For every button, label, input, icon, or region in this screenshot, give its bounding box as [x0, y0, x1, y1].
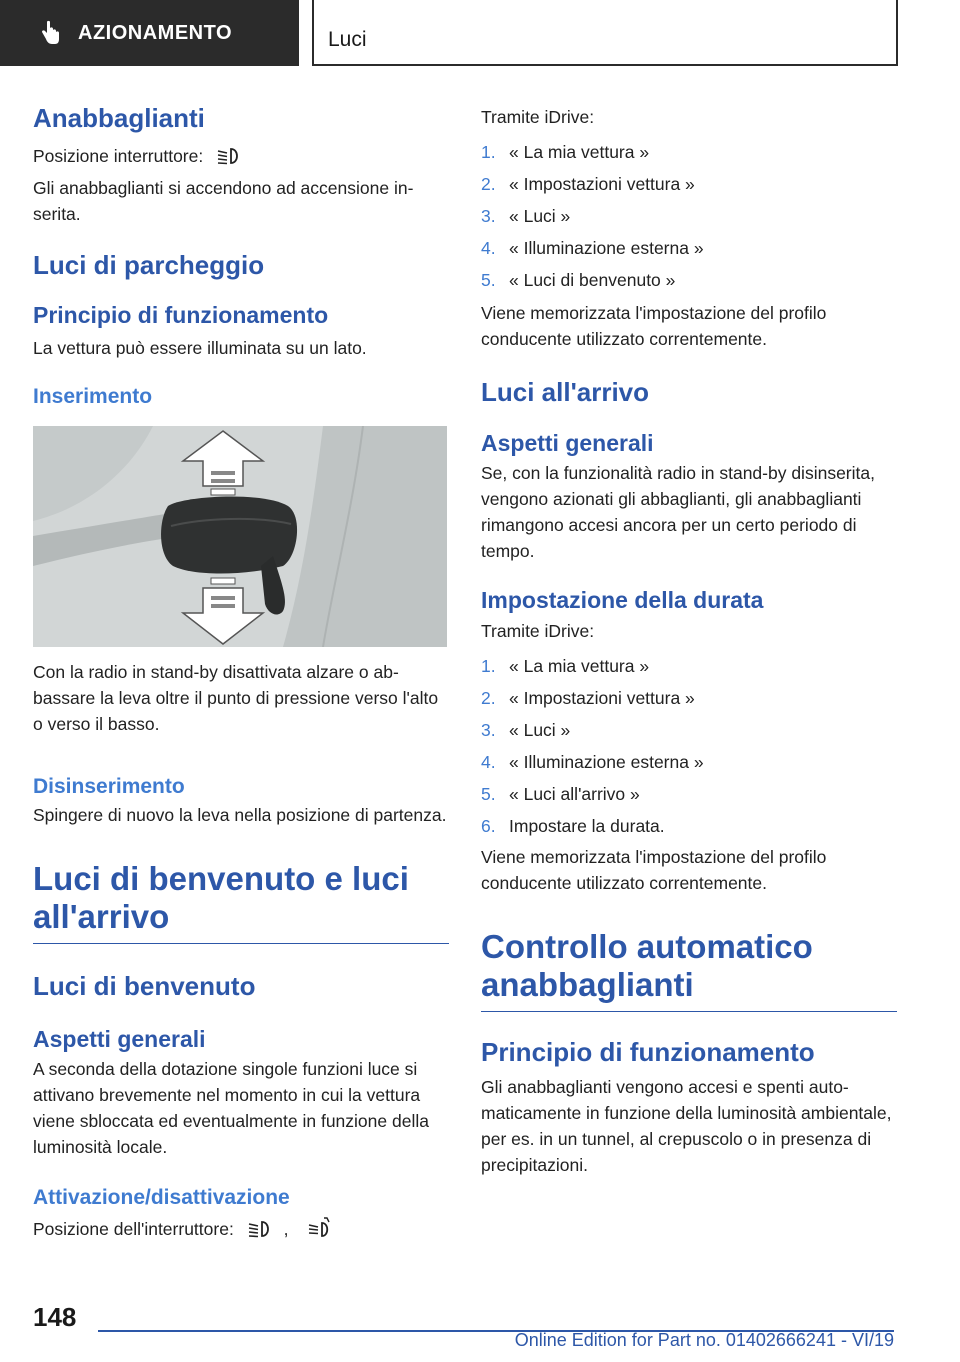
heading-durata: Impostazione della durata [481, 587, 764, 614]
heading-inserimento: Inserimento [33, 384, 153, 408]
page-header [0, 0, 960, 66]
heading-benvenuto-arrivo: Luci di benvenuto e luci all'arrivo [33, 860, 449, 944]
list-item: 1. « La mia vettura » [481, 656, 650, 677]
chapter-title: Luci [328, 28, 367, 51]
heading-principio: Principio di funzionamento [33, 302, 329, 328]
heading-parcheggio: Luci di parcheggio [33, 249, 265, 280]
right-column [481, 96, 897, 1178]
heading-arrivo: Luci all'arrivo [481, 377, 650, 407]
heading-anabbaglianti: Anabbaglianti [33, 103, 205, 133]
heading-aspetti-right: Aspetti generali [481, 429, 654, 456]
attivazione-switch-line [33, 1216, 449, 1242]
steps-list-1 [481, 136, 897, 296]
steps-list-2 [481, 650, 897, 842]
icon-separator: , [283, 1218, 289, 1239]
auto-light-icon [307, 1217, 333, 1239]
switch-position-label: Posizione interruttore: [33, 145, 204, 166]
inserimento-text: Con la radio in stand-by disattivata alzare o abbassare la leva oltre il punto di pressione verso l'alto o verso il basso. [33, 662, 439, 735]
list-item: 4. « Illuminazione esterna » [481, 238, 704, 258]
switch-position-line [33, 143, 449, 169]
page-number: 148 [33, 1302, 77, 1332]
section-tab [0, 0, 299, 66]
aspetti-text-right: Se, con la funzionalità radio in stand-by disinserita, vengono azionati gli abbaglianti, gli anabbaglianti rimangono accesi ancora per un certo periodo di tempo. [481, 463, 875, 562]
saved-profile-text-1: Viene memorizzata l'impostazione del profilo conducente utilizzato correntemente. [481, 303, 827, 349]
heading-controllo: Controllo automatico anabbaglianti [481, 928, 897, 1012]
list-item: 2. « Impostazioni vettura » [481, 174, 695, 194]
principio-text: La vettura può essere illuminata su un lato. [33, 337, 367, 358]
chapter-tab [312, 0, 898, 66]
hand-pointer-icon [36, 19, 64, 47]
turn-lever-illustration [33, 426, 447, 647]
principio-text-right: Gli anabbaglianti vengono accesi e spenti automaticamente in funzione della luminosità ambientale, per es. in un tunnel, al crepuscolo o in presenza di precipitazioni. [481, 1077, 892, 1176]
saved-profile-text-2: Viene memorizzata l'impostazione del profilo conducente utilizzato correntemente. [481, 847, 827, 894]
anabbaglianti-text: Gli anabbaglianti si accendono ad accensione inserita. [33, 177, 414, 224]
idrive-label-2: Tramite iDrive: [481, 621, 595, 642]
low-beam-icon [247, 1219, 273, 1239]
list-item: 6. Impostare la durata. [481, 816, 665, 837]
heading-disinserimento: Disinserimento [33, 775, 185, 799]
list-item: 3. « Luci » [481, 206, 571, 226]
list-item: 1. « La mia vettura » [481, 142, 650, 162]
list-item: 5. « Luci di benvenuto » [481, 270, 676, 290]
lever-drawing [33, 426, 447, 647]
aspetti-text-left: A seconda della dotazione singole funzioni luce si attivano brevemente nel momento in cui la vettura viene sbloccata ed eventualmente in funzione della luminosità locale. [33, 1059, 429, 1158]
heading-attivazione: Attivazione/disattivazione [33, 1186, 290, 1210]
section-title: AZIONAMENTO [78, 21, 233, 44]
heading-benvenuto: Luci di benvenuto [33, 971, 256, 1002]
list-item: 3. « Luci » [481, 720, 571, 741]
heading-aspetti-left: Aspetti generali [33, 1025, 206, 1052]
idrive-label-1: Tramite iDrive: [481, 107, 595, 127]
left-column [33, 96, 449, 1242]
heading-principio-right: Principio di funzionamento [481, 1036, 815, 1067]
low-beam-icon [216, 146, 242, 166]
list-item: 2. « Impostazioni vettura » [481, 688, 695, 709]
disinserimento-text: Spingere di nuovo la leva nella posizione di partenza. [33, 805, 447, 826]
attivazione-switch-label: Posizione dell'interruttore: [33, 1218, 234, 1239]
edition-text: Online Edition for Part no. 01402666241 - VI/19 [514, 1330, 894, 1350]
list-item: 4. « Illuminazione esterna » [481, 752, 704, 773]
page-footer [0, 1290, 960, 1350]
list-item: 5. « Luci all'arrivo » [481, 784, 640, 805]
